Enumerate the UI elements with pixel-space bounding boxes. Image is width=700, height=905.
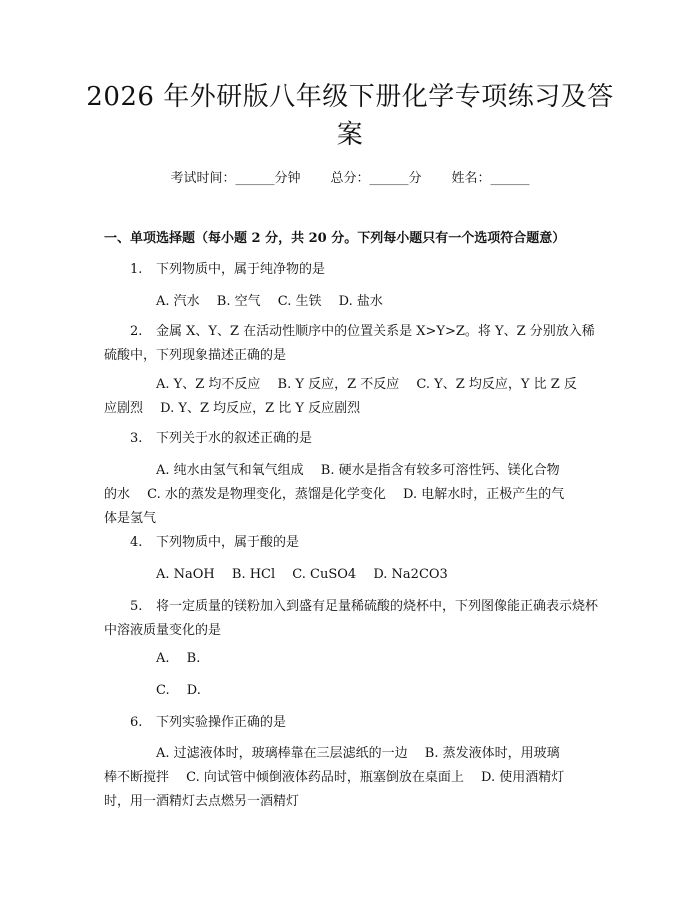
question-stem: 金属 X、Y、Z 在活动性顺序中的位置关系是 X>Y>Z。将 Y、Z 分别放入稀硫酸中，下列现象描述正确的是 — [104, 324, 595, 363]
options-line-1: A. Y、Z 均不反应 B. Y 反应，Z 不反应 C. Y、Z 均反应，Y 比 Z 反 — [156, 377, 577, 392]
question-6-options — [104, 742, 604, 814]
question-5-options-2 — [104, 679, 604, 703]
title-line-1: 2026 年外研版八年级下册化学专项练习及答 — [86, 82, 614, 112]
options-line-1: A. 纯水由氢气和氧气组成 B. 硬水是指含有较多可溶性钙、镁化合物 — [156, 463, 560, 478]
exam-time: 考试时间：______分钟 — [170, 171, 301, 186]
question-stem: 下列关于水的叙述正确的是 — [156, 431, 313, 446]
question-4-options — [104, 563, 604, 587]
title-line-2: 案 — [336, 120, 364, 150]
options-line-1: A. 过滤液体时，玻璃棒靠在三层滤纸的一边 B. 蒸发液体时，用玻璃 — [156, 746, 560, 761]
options-text: A. 汽水 B. 空气 C. 生铁 D. 盐水 — [156, 294, 383, 309]
question-number: 3. — [130, 431, 143, 446]
exam-name: 姓名：______ — [451, 171, 530, 186]
question-1-options — [104, 290, 604, 314]
options-text: A. NaOH B. HCl C. CuSO4 D. Na2CO3 — [156, 567, 448, 582]
options-line-2: C. D. — [156, 683, 201, 698]
exam-meta — [0, 170, 700, 188]
question-number: 2. — [130, 324, 143, 339]
question-stem: 下列实验操作正确的是 — [156, 715, 287, 730]
options-line-1: A. B. — [156, 651, 201, 666]
question-stem: 下列物质中，属于纯净物的是 — [156, 262, 326, 277]
question-stem: 将一定质量的镁粉加入到盛有足量稀硫酸的烧杯中，下列图像能正确表示烧杯中溶液质量变化的是 — [104, 599, 599, 638]
question-3-options — [104, 459, 604, 531]
options-line-2: 应剧烈 D. Y、Z 均反应，Z 比 Y 反应剧烈 — [104, 401, 361, 416]
question-4 — [104, 531, 604, 555]
question-2-options — [104, 373, 604, 421]
question-6 — [104, 711, 604, 735]
options-line-2: 棒不断搅拌 C. 向试管中倾倒液体药品时，瓶塞倒放在桌面上 D. 使用酒精灯 — [104, 770, 565, 785]
document-title — [85, 78, 615, 154]
question-number: 6. — [130, 715, 143, 730]
question-number: 5. — [130, 599, 143, 614]
question-3 — [104, 427, 604, 451]
question-5-options — [104, 647, 604, 671]
question-stem: 下列物质中，属于酸的是 — [156, 535, 300, 550]
question-number: 1. — [130, 262, 143, 277]
options-line-3: 体是氢气 — [104, 511, 157, 526]
exam-score: 总分：______分 — [330, 171, 422, 186]
question-5 — [104, 595, 604, 643]
section-heading: 一、单项选择题（每小题 2 分，共 20 分。下列每小题只有一个选项符合题意） — [104, 231, 566, 246]
question-1 — [104, 258, 604, 282]
question-2 — [104, 320, 604, 368]
question-number: 4. — [130, 535, 143, 550]
options-line-3: 时，用一酒精灯去点燃另一酒精灯 — [104, 794, 300, 809]
options-line-2: 的水 C. 水的蒸发是物理变化，蒸馏是化学变化 D. 电解水时，正极产生的气 — [104, 487, 565, 502]
